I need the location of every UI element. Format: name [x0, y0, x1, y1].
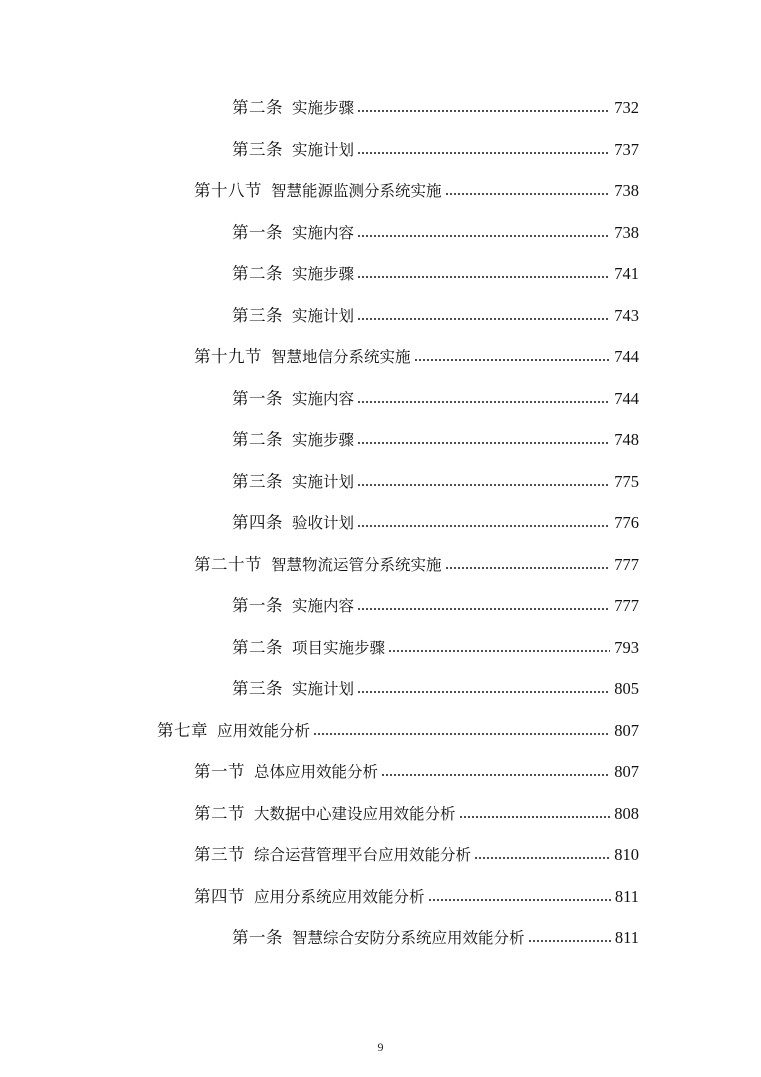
entry-title: 应用效能分析 [217, 721, 311, 740]
page-number-footer: 9 [377, 1040, 384, 1054]
toc-entry[interactable] [232, 254, 639, 282]
entry-page: 738 [614, 222, 639, 242]
dot-leader [357, 234, 610, 238]
toc-entry[interactable] [232, 462, 639, 490]
dot-leader [474, 856, 610, 860]
entry-title: 验收计划 [292, 513, 355, 532]
entry-title: 实施内容 [292, 223, 355, 242]
entry-number: 第七章 [157, 720, 208, 740]
entry-page: 811 [614, 927, 639, 947]
entry-page: 810 [614, 844, 639, 864]
toc-entry[interactable] [157, 711, 639, 739]
dot-leader [357, 690, 610, 694]
toc-entry[interactable] [232, 296, 639, 324]
entry-page: 743 [614, 305, 639, 325]
toc-entry[interactable] [194, 752, 639, 780]
entry-page: 737 [614, 139, 639, 159]
dot-leader [313, 732, 610, 736]
entry-title: 实施计划 [292, 306, 355, 325]
entry-number: 第十九节 [194, 346, 262, 366]
dot-leader [414, 358, 611, 362]
dot-leader [528, 939, 611, 943]
entry-page: 748 [614, 429, 639, 449]
entry-title: 大数据中心建设应用效能分析 [254, 804, 456, 823]
entry-page: 738 [614, 180, 639, 200]
entry-title: 智慧综合安防分系统应用效能分析 [292, 928, 525, 947]
toc-entry[interactable] [232, 628, 639, 656]
entry-title: 综合运营管理平台应用效能分析 [254, 845, 472, 864]
entry-page: 807 [614, 761, 639, 781]
dot-leader [445, 566, 611, 570]
toc-entry[interactable] [194, 337, 639, 365]
entry-number: 第三条 [232, 305, 283, 325]
entry-number: 第四条 [232, 512, 283, 532]
toc-entry[interactable] [194, 171, 639, 199]
entry-page: 744 [614, 346, 639, 366]
entry-page: 793 [614, 637, 639, 657]
dot-leader [388, 649, 610, 653]
entry-title: 实施步骤 [292, 430, 355, 449]
toc-entry[interactable] [232, 669, 639, 697]
toc-entry[interactable] [232, 379, 639, 407]
toc-entry[interactable] [232, 130, 639, 158]
entry-number: 第一条 [232, 927, 283, 947]
entry-number: 第一条 [232, 595, 283, 615]
entry-number: 第三条 [232, 471, 283, 491]
entry-title: 智慧物流运管分系统实施 [271, 555, 442, 574]
toc-entry[interactable] [194, 545, 639, 573]
toc-entry[interactable] [194, 794, 639, 822]
entry-title: 实施步骤 [292, 264, 355, 283]
entry-title: 项目实施步骤 [292, 638, 386, 657]
entry-page: 777 [614, 595, 639, 615]
entry-page: 732 [614, 97, 639, 117]
entry-page: 811 [614, 886, 639, 906]
entry-page: 807 [614, 720, 639, 740]
dot-leader [357, 151, 610, 155]
entry-title: 实施步骤 [292, 98, 355, 117]
entry-title: 实施内容 [292, 389, 355, 408]
entry-number: 第三条 [232, 678, 283, 698]
entry-number: 第三条 [232, 139, 283, 159]
entry-number: 第三节 [194, 844, 245, 864]
entry-title: 智慧能源监测分系统实施 [271, 181, 442, 200]
entry-number: 第一条 [232, 222, 283, 242]
dot-leader [357, 275, 610, 279]
entry-number: 第二条 [232, 97, 283, 117]
toc-entry[interactable] [232, 586, 639, 614]
entry-number: 第一节 [194, 761, 245, 781]
entry-number: 第二节 [194, 803, 245, 823]
dot-leader [459, 815, 611, 819]
entry-page: 744 [614, 388, 639, 408]
dot-leader [357, 109, 610, 113]
dot-leader [357, 441, 610, 445]
entry-number: 第二十节 [194, 554, 262, 574]
entry-page: 777 [614, 554, 639, 574]
toc-entry[interactable] [232, 420, 639, 448]
dot-leader [357, 607, 610, 611]
entry-page: 741 [614, 263, 639, 283]
entry-number: 第二条 [232, 429, 283, 449]
entry-title: 实施计划 [292, 140, 355, 159]
entry-page: 808 [614, 803, 639, 823]
dot-leader [357, 483, 610, 487]
entry-number: 第二条 [232, 637, 283, 657]
entry-title: 实施计划 [292, 472, 355, 491]
entry-number: 第十八节 [194, 180, 262, 200]
entry-title: 总体应用效能分析 [254, 762, 379, 781]
dot-leader [445, 192, 611, 196]
toc-entry[interactable] [232, 213, 639, 241]
dot-leader [357, 400, 610, 404]
toc-entry[interactable] [194, 835, 639, 863]
entry-number: 第四节 [194, 886, 245, 906]
entry-title: 智慧地信分系统实施 [271, 347, 411, 366]
entry-number: 第一条 [232, 388, 283, 408]
entry-number: 第二条 [232, 263, 283, 283]
dot-leader [381, 773, 610, 777]
dot-leader [357, 524, 610, 528]
dot-leader [428, 898, 611, 902]
toc-entry[interactable] [232, 88, 639, 116]
entry-page: 805 [614, 678, 639, 698]
toc-entry[interactable] [232, 918, 639, 946]
entry-title: 应用分系统应用效能分析 [254, 887, 425, 906]
entry-page: 776 [614, 512, 639, 532]
toc-entry[interactable] [232, 503, 639, 531]
entry-title: 实施计划 [292, 679, 355, 698]
entry-page: 775 [614, 471, 639, 491]
entry-title: 实施内容 [292, 596, 355, 615]
toc-entry[interactable] [194, 877, 639, 905]
dot-leader [357, 317, 610, 321]
